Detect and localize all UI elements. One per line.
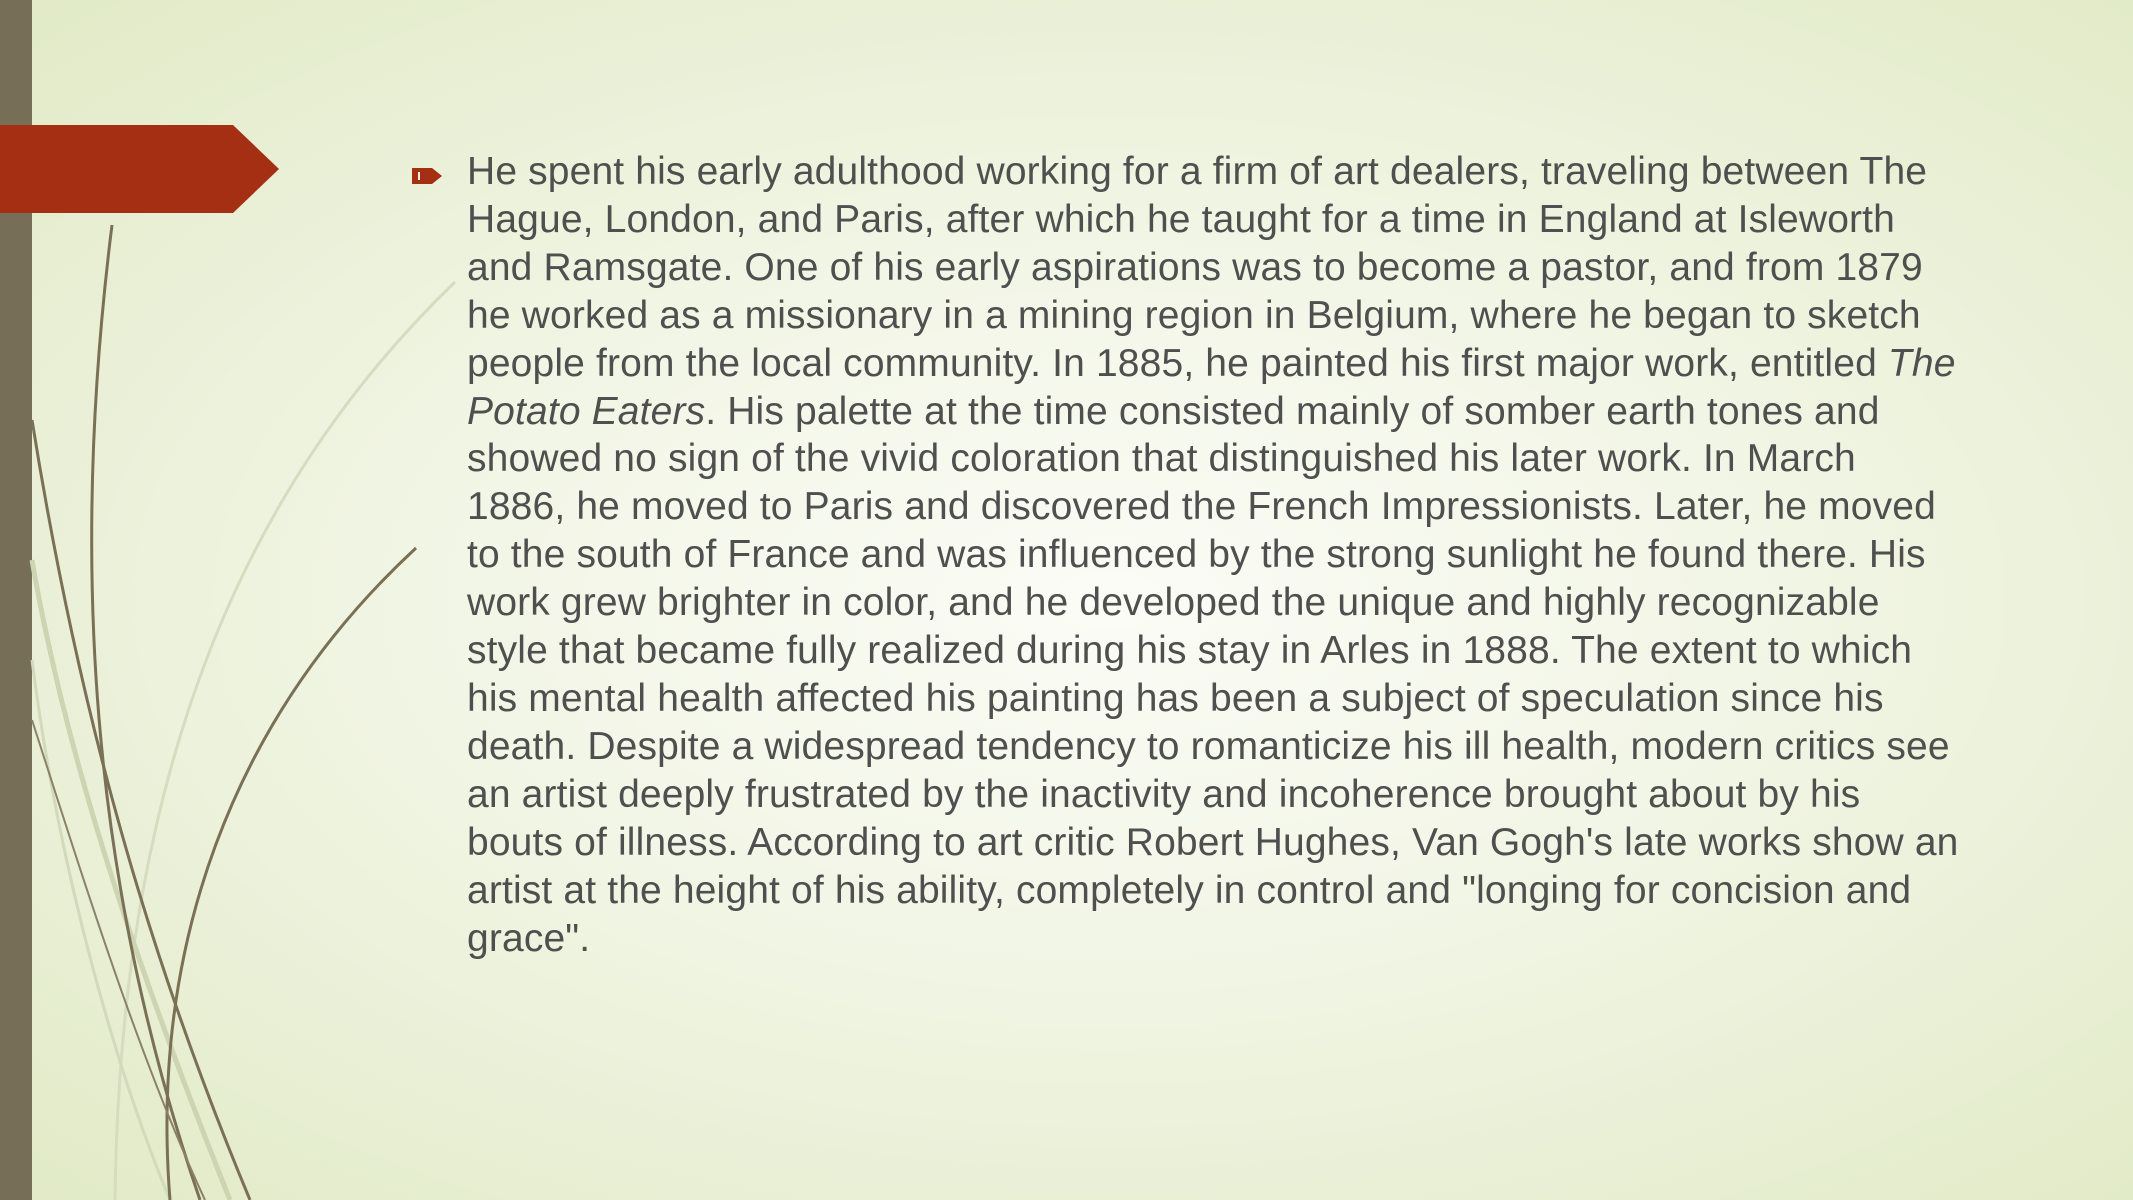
bullet-item	[405, 148, 1965, 962]
artwork-title: The Potato Eaters	[467, 341, 1956, 433]
arrow-bullet-icon	[410, 164, 446, 188]
body-text-part-1: He spent his early adulthood working for a firm of art dealers, traveling between The Hague, London, and Paris, after which he taught for a time in England at Isleworth and Ramsgate. One of his early aspirations was to become a pastor, and from 1879 he worked as a missionary in a mining region in Belgium, where he began to sketch people from the local community. In 1885, he painted his first major work, entitled	[467, 150, 1928, 385]
decor-line-light-1	[115, 282, 455, 1200]
decor-line-dark-2	[32, 420, 250, 1200]
body-text-part-2: . His palette at the time consisted mainly of somber earth tones and showed no sign of the vivid coloration that distinguished his later work. In March 1886, he moved to Paris and discovered the French Impressionists. Later, he moved to the south of France and was influenced by the strong sunlight he found there. His work grew brighter in color, and he developed the unique and highly recognizable style that became fully realized during his stay in Arles in 1888. The extent to which his mental health affected his painting has been a subject of speculation since his death. Despite a widespread tendency to romanticize his ill health, modern critics see an artist deeply frustrated by the inactivity and incoherence brought about by his bouts of illness. According to art critic Robert Hughes, Van Gogh's late works show an artist at the height of his ability, completely in control and "longing for concision and grace".	[467, 389, 1959, 960]
body-paragraph	[467, 148, 1965, 962]
decor-line-dark-3	[167, 548, 416, 1200]
title-accent-arrow-tab	[0, 125, 279, 213]
content-area	[405, 148, 1965, 962]
decor-line-light-2	[32, 560, 230, 1200]
decor-line-dark-1	[92, 225, 200, 1200]
